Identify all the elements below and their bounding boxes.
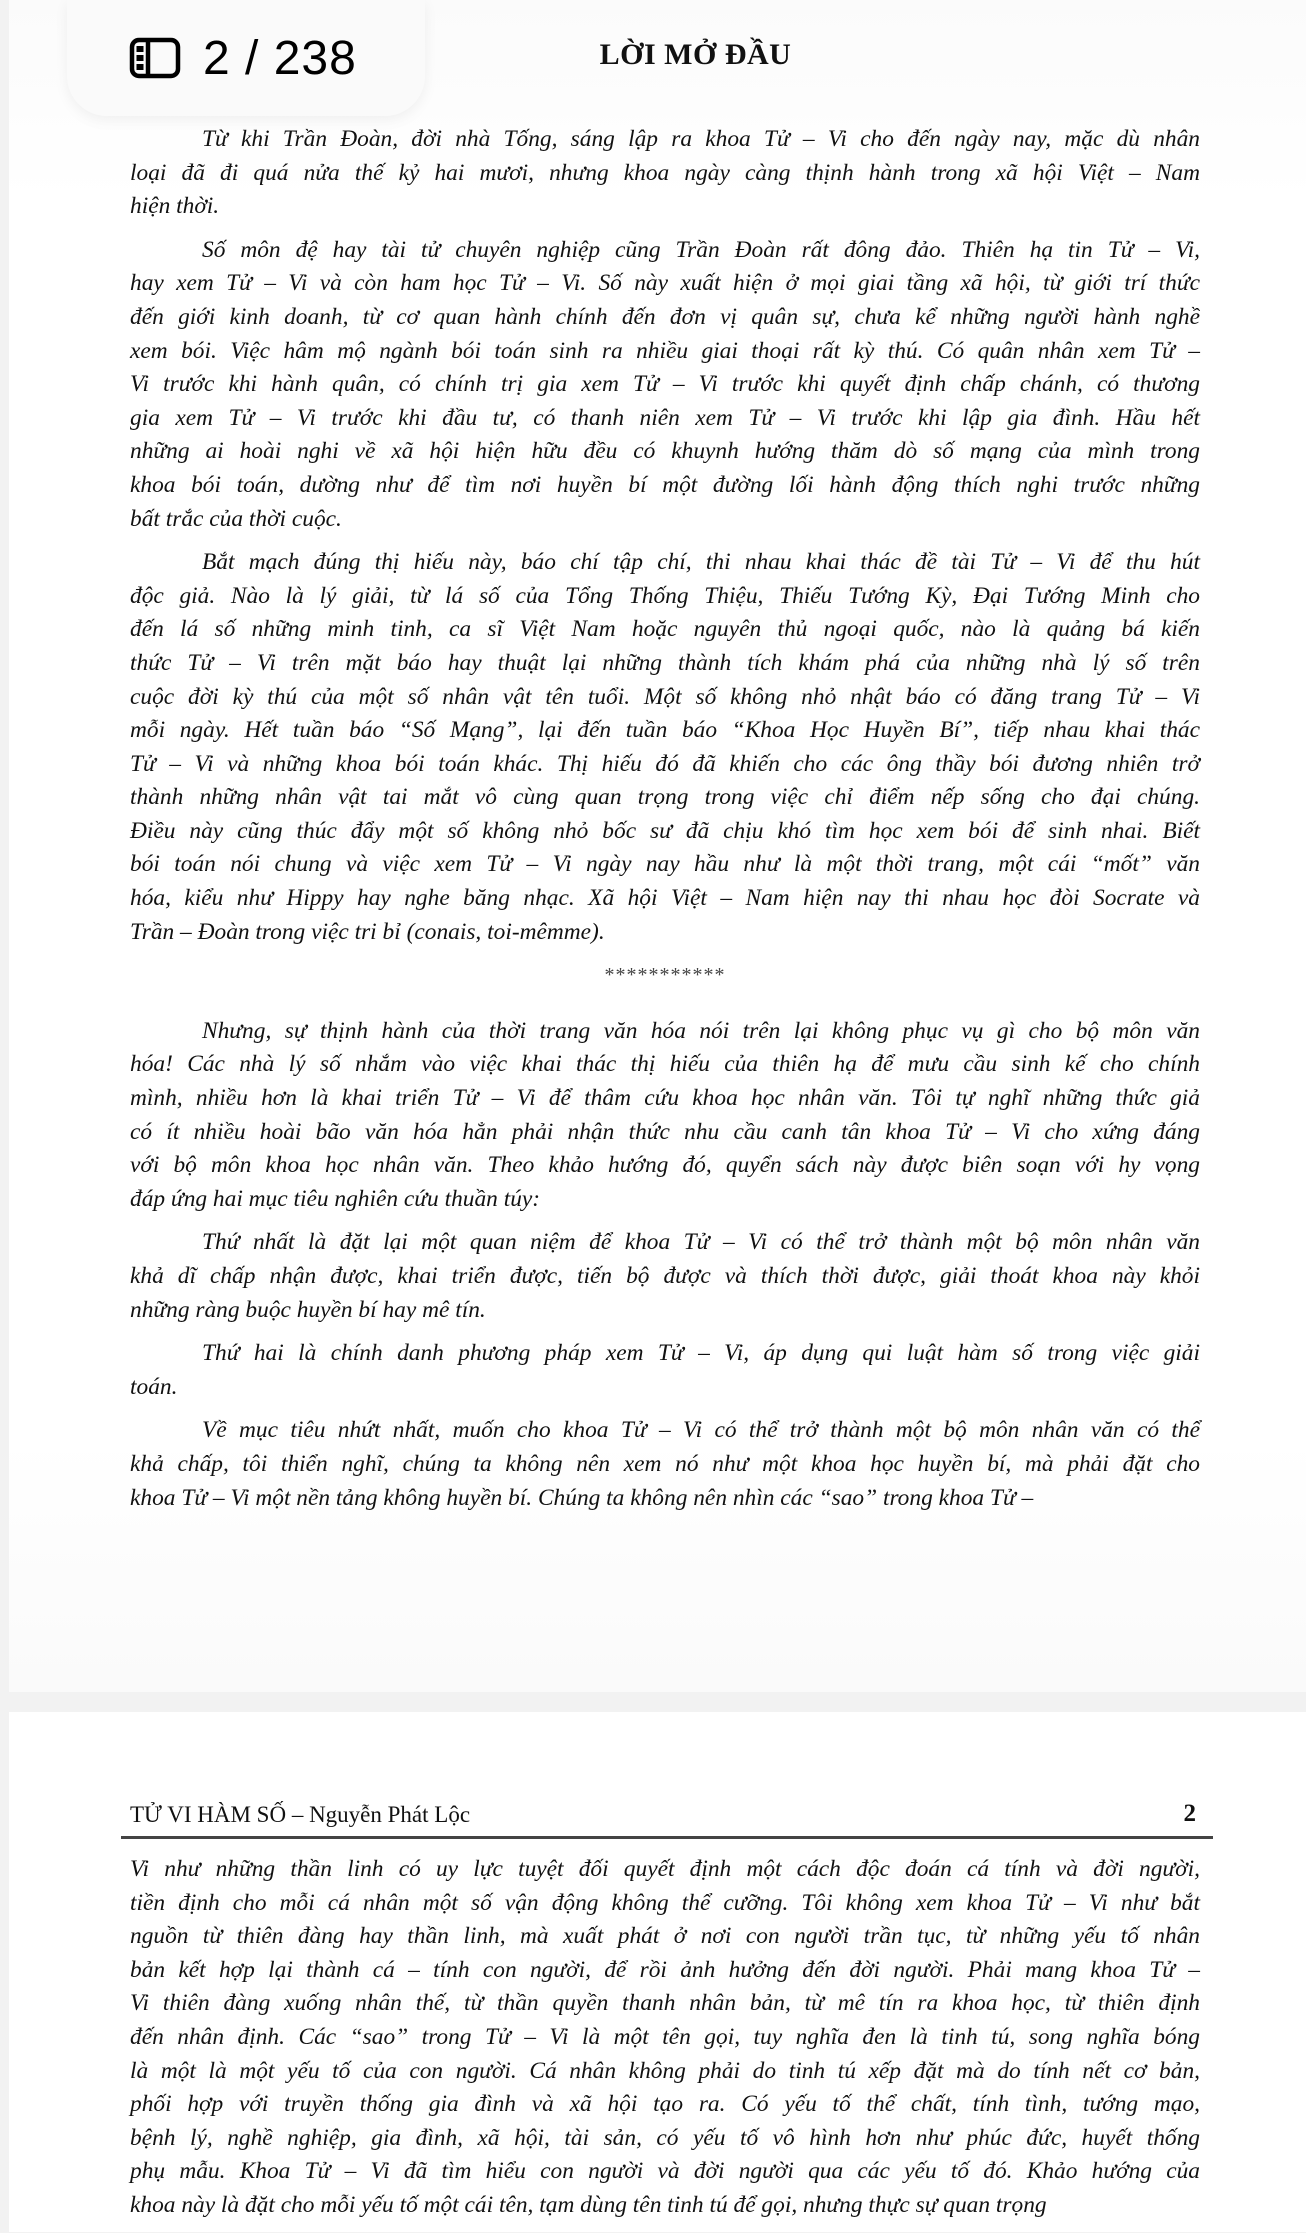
text-line: toán. bbox=[130, 1373, 178, 1400]
text-line: Số môn đệ hay tài tử chuyên nghiệp cũng Trần Đoàn rất đông đảo. Thiên hạ tin Tử – Vi, bbox=[202, 236, 1200, 263]
text-line: bất trắc của thời cuộc. bbox=[130, 505, 342, 532]
chapter-title: LỜI MỞ ĐẦU bbox=[599, 38, 792, 71]
text-line: Vi trước khi hành quân, có chính trị gia xem Tử – Vi trước khi quyết định chấp chánh, có thương bbox=[130, 371, 1200, 398]
text-line: khoa bói toán, dường như để tìm nơi huyền bí một đường lối hành động thích nghi trước những bbox=[130, 471, 1200, 498]
sidebar-thumbnails-icon[interactable] bbox=[129, 37, 181, 79]
text-line: bói toán nói chung và việc xem Tử – Vi ngày nay hầu như là một thời trang, một cái “mốt” văn bbox=[130, 851, 1200, 878]
section-separator: *********** bbox=[604, 964, 726, 987]
text-line: thức Tử – Vi trên mặt báo hay thuật lại những thành tích khám phá của những nhà lý số trên bbox=[130, 649, 1200, 676]
text-line: Trần – Đoàn trong việc tri bỉ (conais, toi-mêmme). bbox=[130, 918, 605, 945]
text-line: có ít nhiều hoài bão văn hóa hẳn phải nhận thức nhu cầu canh tân khoa Tử – Vi cho xứng đáng bbox=[130, 1118, 1200, 1145]
paragraph bbox=[130, 1414, 1200, 1515]
text-line: đến giới kinh doanh, từ cơ quan hành chính đến đơn vị quân sự, chưa kể những người hành nghề bbox=[130, 303, 1200, 330]
running-header bbox=[130, 1800, 1200, 1828]
text-line: bản kết hợp lại thành cá – tính con người, để rồi ảnh hưởng đến đời người. Phải mang khoa Tử – bbox=[130, 1956, 1200, 1983]
text-line: hóa, kiểu như Hippy hay nghe băng nhạc. Xã hội Việt – Nam hiện nay thi nhau học đòi Socrate và bbox=[130, 885, 1200, 912]
page-indicator-text: 2 / 238 bbox=[203, 31, 357, 85]
text-line: phụ mẫu. Khoa Tử – Vi đã tìm hiểu con người và đời người qua các yếu tố đó. Khảo hướng của bbox=[130, 2158, 1200, 2185]
paragraph bbox=[130, 1853, 1200, 2223]
text-line: mình, nhiều hơn là khai triển Tử – Vi để thâm cứu khoa học nhân văn. Tôi tự nghĩ những thức giả bbox=[130, 1085, 1200, 1112]
paragraph bbox=[130, 123, 1200, 224]
text-line: với bộ môn khoa học nhân văn. Theo khảo hướng đó, quyển sách này được biên soạn với hy vọng bbox=[130, 1152, 1200, 1179]
text-line: Vi như những thần linh có uy lực tuyệt đối quyết định một cách độc đoán cá tính và đời người, bbox=[130, 1856, 1200, 1882]
text-line: khả dĩ chấp nhận được, khai triển được, tiến bộ được và thích thời được, giải thoát khoa này khỏi bbox=[130, 1263, 1200, 1289]
text-line: Về mục tiêu nhứt nhất, muốn cho khoa Tử – Vi có thể trở thành một bộ môn nhân văn có thể bbox=[202, 1417, 1200, 1444]
text-line: khoa Tử – Vi một nền tảng không huyền bí. Chúng ta không nên nhìn các “sao” trong khoa Tử – bbox=[130, 1484, 1034, 1511]
text-line: đáp ứng hai mục tiêu nghiên cứu thuần túy: bbox=[130, 1185, 541, 1212]
text-line: độc giả. Nào là lý giải, từ lá số của Tổng Thống Thiệu, Thiếu Tướng Kỳ, Đại Tướng Minh cho bbox=[130, 582, 1200, 609]
header-rule bbox=[121, 1836, 1213, 1839]
page-1-body bbox=[130, 123, 1200, 1525]
text-line: khoa này là đặt cho mỗi yếu tố một cái tên, tạm dùng tên tinh tú để gọi, nhưng thực sự quan trọng bbox=[130, 2191, 1047, 2218]
text-line: hiện thời. bbox=[130, 193, 220, 220]
page-indicator-badge[interactable] bbox=[67, 0, 425, 116]
text-line: Bắt mạch đúng thị hiếu này, báo chí tập chí, thi nhau khai thác đề tài Tử – Vi để thu hút bbox=[202, 549, 1200, 576]
paragraph bbox=[130, 546, 1200, 949]
text-line: hóa! Các nhà lý số nhắm vào việc khai thác thị hiếu của thiên hạ để mưu cầu sinh kế cho chính bbox=[130, 1051, 1200, 1078]
text-line: cuộc đời kỳ thú của một số nhân vật tên tuổi. Một số không nhỏ nhật báo có đăng trang Tử – Vi bbox=[130, 683, 1200, 710]
text-line: bệnh lý, nghề nghiệp, gia đình, xã hội, tài sản, có yếu tố vô hình hơn như phúc đức, huyết thống bbox=[130, 2124, 1200, 2151]
text-line: phối hợp với truyền thống gia đình và xã hội tạo ra. Có yếu tố thể chất, tính tình, tướng mạo, bbox=[130, 2091, 1200, 2118]
text-line: Nhưng, sự thịnh hành của thời trang văn hóa nói trên lại không phục vụ gì cho bộ môn văn bbox=[202, 1017, 1200, 1044]
text-line: xem bói. Việc hâm mộ ngành bói toán sinh ra nhiều giai thoại rất kỳ thú. Có quân nhân xem Tử – bbox=[130, 337, 1200, 364]
text-line: loại đã đi quá nửa thế kỷ hai mươi, nhưng khoa ngày càng thịnh hành trong xã hội Việt – Nam bbox=[130, 159, 1200, 186]
page-number: 2 bbox=[1183, 1800, 1196, 1827]
paragraph bbox=[130, 1015, 1200, 1217]
paragraph bbox=[130, 234, 1200, 536]
text-line: nguồn từ thiên đàng hay thần linh, mà xuất phát ở nơi con người trần tục, từ những yếu tố nhân bbox=[130, 1923, 1200, 1950]
text-line: đến lá số những minh tinh, ca sĩ Việt Nam hoặc nguyên thủ ngoại quốc, nào là quảng bá kiến bbox=[130, 616, 1200, 643]
text-line: những ai hoài nghi về xã hội hiện hữu đều có khuynh hướng thăm dò số mạng của mình trong bbox=[130, 438, 1200, 465]
text-line: thành những nhân vật tai mắt vô cùng quan trọng trong việc chỉ điểm nếp sống cho đại chúng. bbox=[130, 784, 1200, 811]
text-line: Thứ hai là chính danh phương pháp xem Tử – Vi, áp dụng qui luật hàm số trong việc giải bbox=[202, 1340, 1200, 1367]
running-header-title: TỬ VI HÀM SỐ – Nguyễn Phát Lộc bbox=[130, 1802, 471, 1827]
text-line: hay xem Tử – Vi và còn ham học Tử – Vi. Số này xuất hiện ở mọi giai tầng xã hội, từ giới trí thức bbox=[130, 270, 1200, 297]
text-line: Từ khi Trần Đoàn, đời nhà Tống, sáng lập ra khoa Tử – Vi cho đến ngày nay, mặc dù nhân bbox=[202, 126, 1200, 152]
text-line: Điều này cũng thúc đẩy một số không nhỏ bốc sư đã chịu khó tìm học xem bói để sinh nhai. Biết bbox=[130, 817, 1200, 844]
document-page-2 bbox=[9, 1712, 1306, 2232]
document-page-1 bbox=[9, 0, 1306, 1692]
text-line: những ràng buộc huyền bí hay mê tín. bbox=[130, 1296, 486, 1323]
page-2-body bbox=[130, 1853, 1200, 2233]
text-line: Vi thiên đàng xuống nhân thế, từ thần quyền thanh nhân bản, từ mê tín ra khoa học, từ thiên định bbox=[130, 1990, 1200, 2017]
text-line: Thứ nhất là đặt lại một quan niệm để khoa Tử – Vi có thể trở thành một bộ môn nhân văn bbox=[202, 1229, 1200, 1256]
text-line: đến nhân định. Các “sao” trong Tử – Vi là một tên gọi, tuy nghĩa đen là tinh tú, song nghĩa bóng bbox=[130, 2023, 1200, 2050]
text-line: tiền định cho mỗi cá nhân một số vận động không thể cưỡng. Tôi không xem khoa Tử – Vi như bắt bbox=[130, 1889, 1200, 1916]
paragraph bbox=[130, 1337, 1200, 1404]
text-line: gia xem Tử – Vi trước khi đầu tư, có thanh niên xem Tử – Vi trước khi lập gia đình. Hầu hết bbox=[130, 404, 1200, 431]
text-line: khả chấp, tôi thiển nghĩ, chúng ta không nên xem nó như một khoa học huyền bí, mà phải đặt cho bbox=[130, 1450, 1200, 1477]
text-line: mỗi ngày. Hết tuần báo “Số Mạng”, lại đến tuần báo “Khoa Học Huyền Bí”, tiếp nhau khai thác bbox=[130, 717, 1200, 744]
text-line: là một là một yếu tố của con người. Cá nhân không phải do tinh tú xếp đặt mà do tính nết cơ bản, bbox=[130, 2057, 1200, 2084]
paragraph bbox=[130, 1226, 1200, 1327]
text-line: Tử – Vi và những khoa bói toán khác. Thị hiếu đó đã khiến cho các ông thầy bói đương nhiên trở bbox=[130, 750, 1200, 777]
